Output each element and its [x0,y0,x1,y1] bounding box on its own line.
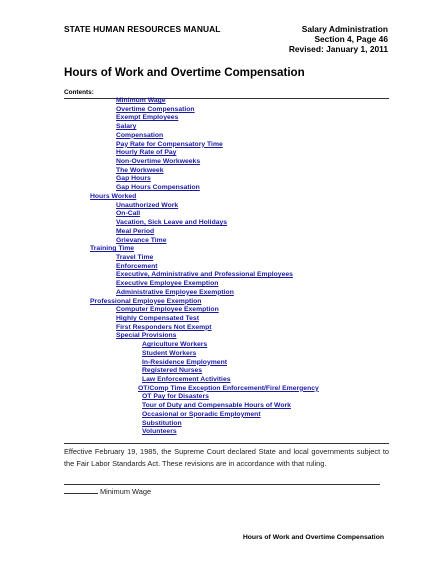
toc-link[interactable]: Compensation [116,131,164,139]
toc-link[interactable]: Special Provisions [116,332,177,340]
section-name: Salary Administration [301,24,388,34]
toc-item [0,254,319,263]
toc-item [0,306,319,315]
toc-item [0,367,319,376]
toc-link[interactable]: Salary [116,123,137,131]
toc-item [0,106,319,115]
intro-paragraph: Effective February 19, 1985, the Supreme Court declared State and local governments subject to the Fair Labor Standards Act. These revisions are in accordance with that ruling. [64,447,389,469]
toc-item [0,298,319,307]
toc-link[interactable]: Occasional or Sporadic Employment [142,410,261,418]
toc-item [0,324,319,333]
toc-item [0,245,319,254]
toc-link[interactable]: Meal Period [116,227,155,235]
toc-link[interactable]: Executive, Administrative and Professional Employees [116,271,293,279]
toc-item [0,359,319,368]
section-info [289,24,388,55]
toc-item [0,167,319,176]
toc-link[interactable]: Computer Employee Exemption [116,306,219,314]
toc-item [0,228,319,237]
toc-link[interactable]: Agriculture Workers [142,341,208,349]
toc-link[interactable]: Tour of Duty and Compensable Hours of Work [142,402,291,410]
blank-line [64,487,98,494]
toc-link[interactable]: The Workweek [116,166,164,174]
page-title: Hours of Work and Overtime Compensation [64,66,305,79]
toc-item [0,428,319,437]
toc-item [0,341,319,350]
toc-link[interactable]: First Responders Not Exempt [116,323,212,331]
revision-date: Revised: January 1, 2011 [288,44,388,55]
toc-link[interactable]: In-Residence Employment [142,358,227,366]
toc-item [0,402,319,411]
toc-link[interactable]: Law Enforcement Activities [142,376,231,383]
toc-link[interactable]: Pay Rate for Compensatory Time [116,140,223,148]
toc-link[interactable]: Vacation, Sick Leave and Holidays [116,219,228,227]
toc-item [0,123,319,132]
toc-link[interactable]: Grievance Time [116,236,167,244]
toc-item [0,376,319,385]
toc-item [0,237,319,246]
toc-link[interactable]: Travel Time [116,253,154,261]
section-divider [64,484,380,485]
toc-link[interactable]: On-Call [116,210,141,218]
toc-item [0,149,319,158]
toc-link[interactable]: OT/Comp Time Exception Enforcement/Fire/ Emergency [138,384,319,392]
body-divider [64,443,389,444]
toc-item [0,158,319,167]
toc-link[interactable]: Student Workers [142,349,197,357]
toc-link[interactable]: Training Time [90,245,135,253]
toc-item [0,420,319,429]
toc-item [0,175,319,184]
toc-item [0,202,319,211]
toc-item [0,141,319,150]
toc-item [0,219,319,228]
toc-link[interactable]: Hourly Rate of Pay [116,149,177,157]
toc-item [0,393,319,402]
toc-link[interactable]: Enforcement [116,262,158,270]
toc-link[interactable]: Gap Hours Compensation [116,184,200,192]
toc-item [0,315,319,324]
toc-link[interactable]: Minimum Wage [116,97,166,104]
section-page: Section 4, Page 46 [314,34,388,45]
toc-link[interactable]: Administrative Employee Exemption [116,288,234,296]
toc-item [0,193,319,202]
toc-link[interactable]: Substitution [142,419,182,427]
toc-item [0,263,319,272]
toc-link[interactable]: Overtime Compensation [116,105,195,113]
toc-link[interactable]: Gap Hours [116,175,151,183]
toc-item [0,280,319,289]
toc-link[interactable]: Highly Compensated Test [116,314,199,322]
toc-link[interactable]: Professional Employee Exemption [90,297,202,305]
toc-item [0,385,319,394]
table-of-contents [0,97,319,437]
manual-title: STATE HUMAN RESOURCES MANUAL [64,24,221,34]
toc-item [0,97,319,106]
minimum-wage-heading [64,487,151,496]
toc-item [0,350,319,359]
toc-item [0,411,319,420]
toc-item [0,332,319,341]
toc-link[interactable]: Non-Overtime Workweeks [116,158,201,166]
toc-link[interactable]: Unauthorized Work [116,201,179,209]
toc-link[interactable]: Hours Worked [90,192,137,200]
minimum-wage-label: Minimum Wage [100,487,152,496]
toc-item [0,184,319,193]
toc-item [0,271,319,280]
toc-item [0,210,319,219]
toc-item [0,114,319,123]
toc-item [0,132,319,141]
toc-item [0,289,319,298]
toc-link[interactable]: Volunteers [142,428,177,436]
toc-link[interactable]: Registered Nurses [142,367,203,375]
toc-link[interactable]: Executive Employee Exemption [116,280,219,288]
page-footer: Hours of Work and Overtime Compensation [242,534,384,541]
toc-link[interactable]: Exempt Employees [116,114,179,122]
toc-link[interactable]: OT Pay for Disasters [142,393,209,401]
contents-label: Contents: [64,89,94,96]
